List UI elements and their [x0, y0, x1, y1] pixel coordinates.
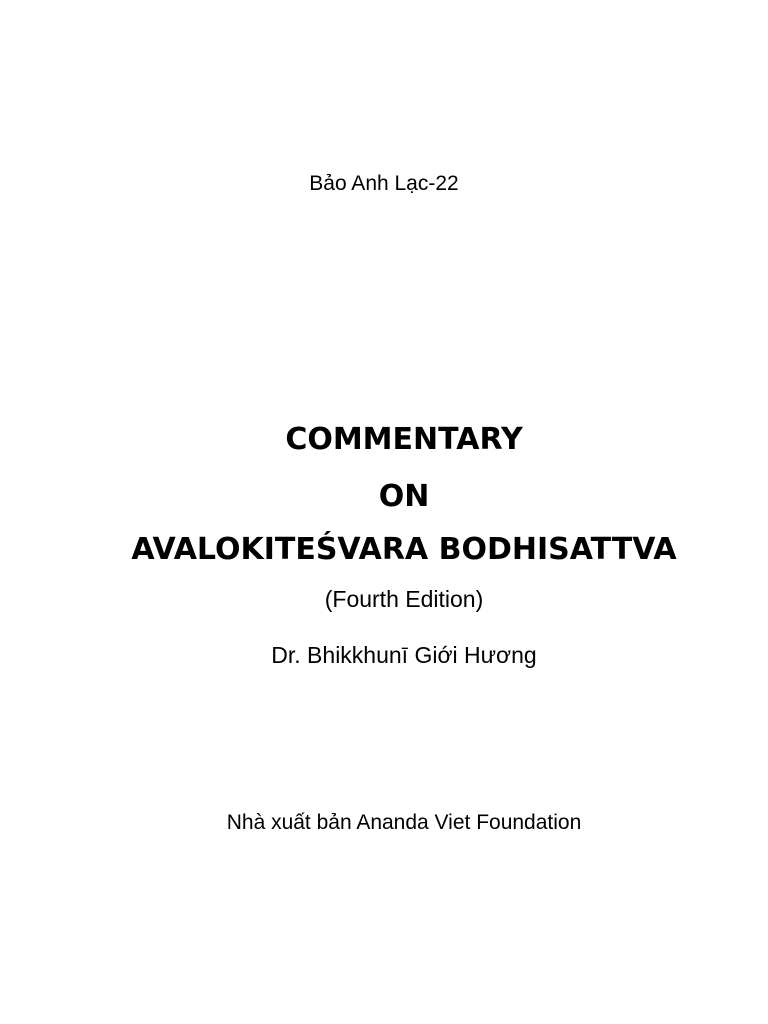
publisher-name: Nhà xuất bản Ananda Viet Foundation — [226, 811, 582, 834]
series-label: Bảo Anh Lạc-22 — [309, 172, 459, 195]
title-line-avalokitesvara: AVALOKITEŚVARA BODHISATTVA — [131, 532, 677, 567]
edition-label: (Fourth Edition) — [324, 586, 484, 612]
title-line-commentary: COMMENTARY — [285, 422, 523, 457]
author-name: Dr. Bhikkhunī Giới Hương — [271, 642, 537, 668]
title-line-on: ON — [378, 479, 430, 514]
